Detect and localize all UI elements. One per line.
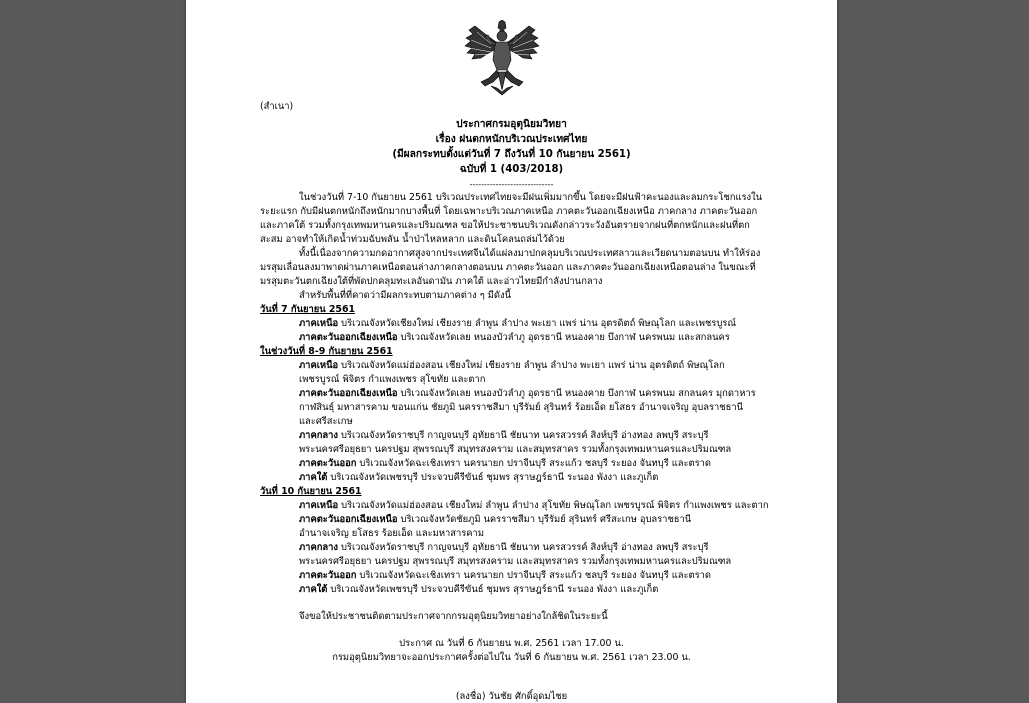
issued-line: ประกาศ ณ วันที่ 6 กันยายน พ.ศ. 2561 เวลา 17.00 น. [399, 638, 624, 649]
region-cont: พระนครศรีอยุธยา นครปฐม สุพรรณบุรี สมุทรสงคราม และสมุทรสาคร รวมทั้งกรุงเทพมหานครและปริมณฑล [299, 556, 732, 567]
closing-note: จึงขอให้ประชาชนติดตามประกาศจากกรมอุตุนิยมวิทยาอย่างใกล้ชิดในระยะนี้ [299, 611, 608, 622]
title-line-1: ประกาศกรมอุตุนิยมวิทยา [456, 119, 567, 130]
region-label: ภาคตะวันออก [299, 458, 357, 469]
paragraph-line: ทั้งนี้เนื่องจากความกดอากาศสูงจากประเทศจีนได้แผ่ลงมาปกคลุมบริเวณประเทศลาวและเวียดนามตอนบน ทำให้ร่อง [299, 248, 761, 259]
region-line [299, 430, 709, 442]
region-text: บริเวณจังหวัดเพชรบุรี ประจวบคีรีขันธ์ ชุมพร สุราษฎร์ธานี ระนอง พังงา และภูเก็ต [327, 584, 659, 595]
region-label: ภาคเหนือ [299, 318, 339, 329]
region-line [299, 388, 756, 400]
day-heading-8-9: ในช่วงวันที่ 8-9 กันยายน 2561 [260, 346, 393, 357]
region-label: ภาคเหนือ [299, 500, 339, 511]
region-line [299, 584, 658, 596]
next-issue-line: กรมอุตุนิยมวิทยาจะออกประกาศครั้งต่อไปใน วันที่ 6 กันยายน พ.ศ. 2561 เวลา 23.00 น. [332, 652, 691, 663]
region-line [299, 472, 658, 484]
region-label: ภาคกลาง [299, 542, 338, 553]
document-page [186, 0, 837, 703]
region-line [299, 332, 730, 344]
region-text: บริเวณจังหวัดเลย หนองบัวลำภู อุดรธานี หนองคาย บึงกาฬ นครพนม และสกลนคร [397, 332, 730, 343]
title-line-3: (มีผลกระทบตั้งแต่วันที่ 7 ถึงวันที่ 10 กันยายน 2561) [392, 149, 631, 160]
region-cont: กาฬสินธุ์ มหาสารคาม ขอนแก่น ชัยภูมิ นครราชสีมา บุรีรัมย์ สุรินทร์ ร้อยเอ็ด ยโสธร อำนาจเจริญ อุบลราชธานี [299, 402, 744, 413]
region-text: บริเวณจังหวัดแม่ฮ่องสอน เชียงใหม่ ลำพูน ลำปาง สุโขทัย พิษณุโลก เพชรบูรณ์ พิจิตร กำแพงเพชร และตาก [338, 500, 769, 511]
region-line [299, 360, 725, 372]
region-line [299, 458, 711, 470]
paragraph-line: และภาคใต้ รวมทั้งกรุงเทพมหานครและปริมณฑล ขอให้ประชาชนบริเวณดังกล่าวระวังอันตรายจากฝนที่ตกหนักและฝนที่ตก [260, 220, 750, 231]
region-cont: และศรีสะเกษ [299, 416, 353, 427]
region-text: บริเวณจังหวัดฉะเชิงเทรา นครนายก ปราจีนบุรี สระแก้ว ชลบุรี ระยอง จันทบุรี และตราด [356, 458, 712, 469]
region-label: ภาคใต้ [299, 584, 328, 595]
region-line [299, 542, 709, 554]
region-text: บริเวณจังหวัดเลย หนองบัวลำภู อุดรธานี หนองคาย บึงกาฬ นครพนม สกลนคร มุกดาหาร [397, 388, 756, 399]
region-text: บริเวณจังหวัดแม่ฮ่องสอน เชียงใหม่ เชียงราย ลำพูน ลำปาง พะเยา แพร่ น่าน อุตรดิตถ์ พิษณุโลก [338, 360, 725, 371]
region-text: บริเวณจังหวัดเพชรบุรี ประจวบคีรีขันธ์ ชุมพร สุราษฎร์ธานี ระนอง พังงา และภูเก็ต [327, 472, 659, 483]
region-line [299, 570, 711, 582]
paragraph-line: มรสุมตะวันตกเฉียงใต้ที่พัดปกคลุมทะเลอันดามัน ภาคใต้ และอ่าวไทยมีกำลังปานกลาง [260, 276, 603, 287]
day-heading-10: วันที่ 10 กันยายน 2561 [260, 486, 362, 497]
day-heading-7: วันที่ 7 กันยายน 2561 [260, 304, 356, 315]
region-label: ภาคกลาง [299, 430, 338, 441]
signature-line: (ลงชื่อ) วันชัย ศักดิ์อุดมไชย [455, 691, 568, 702]
region-text: บริเวณจังหวัดฉะเชิงเทรา นครนายก ปราจีนบุรี สระแก้ว ชลบุรี ระยอง จันทบุรี และตราด [356, 570, 712, 581]
region-line [299, 500, 769, 512]
region-label: ภาคใต้ [299, 472, 328, 483]
region-label: ภาคตะวันออกเฉียงเหนือ [299, 514, 398, 525]
garuda-emblem-icon [463, 20, 541, 96]
region-text: บริเวณจังหวัดเชียงใหม่ เชียงราย ลำพูน ลำปาง พะเยา แพร่ น่าน อุตรดิตถ์ พิษณุโลก และเพชรบูรณ์ [338, 318, 737, 329]
paragraph-line: สะสม อาจทำให้เกิดน้ำท่วมฉับพลัน น้ำป่าไหลหลาก และดินโคลนถล่มไว้ด้วย [260, 234, 565, 245]
title-line-2: เรื่อง ฝนตกหนักบริเวณประเทศไทย [435, 134, 588, 145]
region-label: ภาคตะวันออกเฉียงเหนือ [299, 388, 398, 399]
region-text: บริเวณจังหวัดราชบุรี กาญจนบุรี อุทัยธานี ชัยนาท นครสวรรค์ สิงห์บุรี อ่างทอง ลพบุรี สระบุรี [337, 542, 709, 553]
region-label: ภาคเหนือ [299, 360, 339, 371]
region-text: บริเวณจังหวัดราชบุรี กาญจนบุรี อุทัยธานี ชัยนาท นครสวรรค์ สิงห์บุรี อ่างทอง ลพบุรี สระบุรี [337, 430, 709, 441]
region-cont: เพชรบูรณ์ พิจิตร กำแพงเพชร สุโขทัย และตาก [299, 374, 486, 385]
region-label: ภาคตะวันออก [299, 570, 357, 581]
region-line [299, 318, 736, 330]
region-line [299, 514, 691, 526]
paragraph-line: ในช่วงวันที่ 7-10 กันยายน 2561 บริเวณประเทศไทยจะมีฝนเพิ่มมากขึ้น โดยจะมีฝนฟ้าคะนองและลมกระโชกแรงใน [299, 192, 763, 203]
copy-label: (สำเนา) [260, 101, 294, 112]
region-cont: อำนาจเจริญ ยโสธร ร้อยเอ็ด และมหาสารคาม [299, 528, 484, 539]
region-label: ภาคตะวันออกเฉียงเหนือ [299, 332, 398, 343]
paragraph-line: สำหรับพื้นที่ที่คาดว่ามีผลกระทบตามภาคต่าง ๆ มีดังนี้ [299, 290, 511, 301]
region-text: บริเวณจังหวัดชัยภูมิ นครราชสีมา บุรีรัมย์ สุรินทร์ ศรีสะเกษ อุบลราชธานี [397, 514, 692, 525]
region-cont: พระนครศรีอยุธยา นครปฐม สุพรรณบุรี สมุทรสงคราม และสมุทรสาคร รวมทั้งกรุงเทพมหานครและปริมณฑล [299, 444, 732, 455]
paragraph-line: มรสุมเลื่อนลงมาพาดผ่านภาคเหนือตอนล่างภาคกลางตอนบน ภาคตะวันออก และภาคตะวันออกเฉียงเหนือตอนล่าง ในขณะที่ [260, 262, 756, 273]
divider: ----------------------------- [469, 180, 554, 189]
paragraph-line: ระยะแรก กับมีฝนตกหนักถึงหนักมากบางพื้นที่ โดยเฉพาะบริเวณภาคเหนือ ภาคตะวันออกเฉียงเหนือ ภาคกลาง ภาคตะวันออก [260, 206, 758, 217]
title-line-4: ฉบับที่ 1 (403/2018) [459, 164, 564, 175]
